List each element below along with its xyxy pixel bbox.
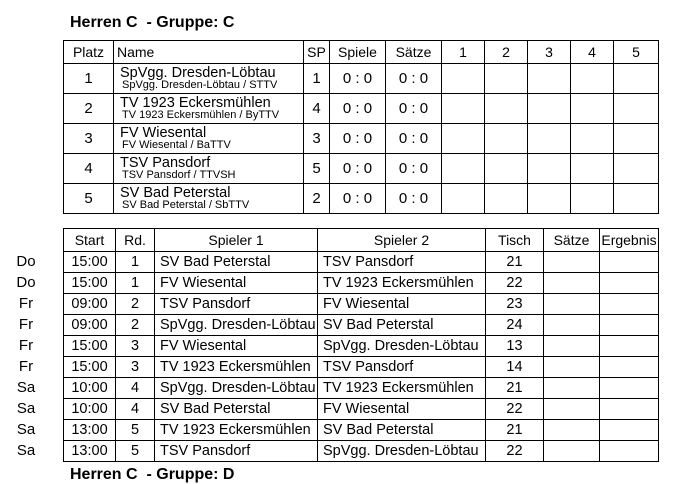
saetze-cell: 0 : 0 — [386, 154, 442, 184]
round-cell — [485, 94, 528, 124]
round-cell — [442, 154, 485, 184]
spiele-cell: 0 : 0 — [330, 64, 386, 94]
round-cell: 3 — [116, 336, 155, 357]
round-cell: 4 — [116, 378, 155, 399]
player-2-cell: TSV Pansdorf — [318, 252, 486, 273]
day-label: Sa — [16, 379, 36, 396]
saetze-cell: 0 : 0 — [386, 184, 442, 214]
result-cell — [600, 315, 659, 336]
standings-row — [64, 184, 659, 214]
platz-cell: 2 — [64, 94, 114, 124]
col-header-spieler-2: Spieler 2 — [318, 229, 486, 252]
standings-row — [64, 94, 659, 124]
player-1-cell: TV 1923 Eckersmühlen — [155, 357, 318, 378]
start-time-cell: 09:00 — [64, 294, 116, 315]
table-number-cell: 24 — [486, 315, 544, 336]
round-cell — [442, 94, 485, 124]
player-2-cell: TV 1923 Eckersmühlen — [318, 273, 486, 294]
match-row — [64, 294, 659, 315]
day-label: Sa — [16, 421, 36, 438]
round-cell — [485, 64, 528, 94]
col-header-saetze: Sätze — [386, 41, 442, 64]
player-2-cell: TSV Pansdorf — [318, 357, 486, 378]
round-cell — [528, 124, 571, 154]
start-time-cell: 15:00 — [64, 273, 116, 294]
day-label: Fr — [18, 358, 34, 375]
sets-cell — [544, 357, 600, 378]
player-1-cell: FV Wiesental — [155, 336, 318, 357]
round-cell: 4 — [116, 399, 155, 420]
player-1-cell: SpVgg. Dresden-Löbtau — [155, 378, 318, 399]
round-cell — [528, 184, 571, 214]
player-2-cell: SV Bad Peterstal — [318, 315, 486, 336]
result-cell — [600, 252, 659, 273]
day-label: Fr — [18, 316, 34, 333]
match-row — [64, 399, 659, 420]
sets-cell — [544, 441, 600, 462]
table-number-cell: 14 — [486, 357, 544, 378]
sets-cell — [544, 420, 600, 441]
round-cell: 1 — [116, 252, 155, 273]
player-2-cell: SpVgg. Dresden-Löbtau — [318, 336, 486, 357]
sets-cell — [544, 294, 600, 315]
result-cell — [600, 336, 659, 357]
team-name: SpVgg. Dresden-Löbtau — [120, 64, 276, 81]
table-number-cell: 22 — [486, 399, 544, 420]
round-cell — [528, 154, 571, 184]
platz-cell: 3 — [64, 124, 114, 154]
day-label: Do — [16, 253, 36, 270]
player-2-cell: SV Bad Peterstal — [318, 420, 486, 441]
round-cell — [614, 64, 659, 94]
day-label: Do — [16, 274, 36, 291]
sets-cell — [544, 336, 600, 357]
col-header-round: Rd. — [116, 229, 155, 252]
col-header-saetze: Sätze — [544, 229, 600, 252]
col-header-platz: Platz — [64, 41, 114, 64]
standings-header-row — [64, 41, 659, 64]
table-number-cell: 22 — [486, 273, 544, 294]
round-cell — [571, 184, 614, 214]
day-label: Sa — [16, 442, 36, 459]
round-cell — [571, 124, 614, 154]
match-row — [64, 336, 659, 357]
round-cell — [614, 184, 659, 214]
sp-cell: 3 — [304, 124, 330, 154]
start-time-cell: 09:00 — [64, 315, 116, 336]
player-2-cell: SpVgg. Dresden-Löbtau — [318, 441, 486, 462]
team-name: SV Bad Peterstal — [120, 184, 231, 201]
col-header-round-5: 5 — [614, 41, 659, 64]
group-title: Herren C - Gruppe: C — [70, 14, 235, 31]
sets-cell — [544, 252, 600, 273]
standings-row — [64, 124, 659, 154]
start-time-cell: 13:00 — [64, 420, 116, 441]
next-group-title: Herren C - Gruppe: D — [70, 466, 235, 483]
col-header-round-2: 2 — [485, 41, 528, 64]
table-number-cell: 22 — [486, 441, 544, 462]
team-cell — [114, 124, 304, 154]
player-1-cell: TSV Pansdorf — [155, 441, 318, 462]
match-row — [64, 378, 659, 399]
col-header-start: Start — [64, 229, 116, 252]
col-header-spieler-1: Spieler 1 — [155, 229, 318, 252]
round-cell — [442, 64, 485, 94]
start-time-cell: 10:00 — [64, 399, 116, 420]
match-row — [64, 273, 659, 294]
result-cell — [600, 294, 659, 315]
standings-row — [64, 64, 659, 94]
round-cell — [614, 154, 659, 184]
round-cell — [571, 94, 614, 124]
match-row — [64, 315, 659, 336]
round-cell — [485, 184, 528, 214]
round-cell — [528, 64, 571, 94]
start-time-cell: 15:00 — [64, 252, 116, 273]
saetze-cell: 0 : 0 — [386, 94, 442, 124]
round-cell — [614, 124, 659, 154]
team-cell — [114, 184, 304, 214]
day-label: Sa — [16, 400, 36, 417]
match-row — [64, 357, 659, 378]
match-row — [64, 252, 659, 273]
round-cell: 1 — [116, 273, 155, 294]
team-name: FV Wiesental — [120, 124, 207, 141]
player-2-cell: TV 1923 Eckersmühlen — [318, 378, 486, 399]
table-number-cell: 21 — [486, 420, 544, 441]
result-cell — [600, 357, 659, 378]
day-label: Fr — [18, 337, 34, 354]
table-number-cell: 13 — [486, 336, 544, 357]
result-cell — [600, 273, 659, 294]
saetze-cell: 0 : 0 — [386, 124, 442, 154]
round-cell: 5 — [116, 420, 155, 441]
spiele-cell: 0 : 0 — [330, 94, 386, 124]
round-cell — [571, 154, 614, 184]
sp-cell: 2 — [304, 184, 330, 214]
start-time-cell: 15:00 — [64, 357, 116, 378]
sp-cell: 5 — [304, 154, 330, 184]
match-row — [64, 441, 659, 462]
round-cell — [485, 154, 528, 184]
saetze-cell: 0 : 0 — [386, 64, 442, 94]
team-cell — [114, 64, 304, 94]
team-name: TSV Pansdorf — [120, 154, 211, 171]
player-1-cell: FV Wiesental — [155, 273, 318, 294]
team-association: FV Wiesental / BaTTV — [122, 139, 231, 152]
col-header-tisch: Tisch — [486, 229, 544, 252]
round-cell: 2 — [116, 315, 155, 336]
round-cell — [442, 124, 485, 154]
col-header-round-3: 3 — [528, 41, 571, 64]
start-time-cell: 15:00 — [64, 336, 116, 357]
player-1-cell: SV Bad Peterstal — [155, 252, 318, 273]
table-number-cell: 21 — [486, 252, 544, 273]
start-time-cell: 10:00 — [64, 378, 116, 399]
sets-cell — [544, 273, 600, 294]
col-header-spiele: Spiele — [330, 41, 386, 64]
standings-table — [63, 40, 659, 214]
round-cell: 2 — [116, 294, 155, 315]
round-cell: 3 — [116, 357, 155, 378]
platz-cell: 4 — [64, 154, 114, 184]
result-cell — [600, 441, 659, 462]
team-association: SpVgg. Dresden-Löbtau / STTV — [122, 79, 278, 92]
round-cell — [442, 184, 485, 214]
team-association: TSV Pansdorf / TTVSH — [122, 169, 236, 182]
sets-cell — [544, 315, 600, 336]
platz-cell: 1 — [64, 64, 114, 94]
match-row — [64, 420, 659, 441]
col-header-round-4: 4 — [571, 41, 614, 64]
start-time-cell: 13:00 — [64, 441, 116, 462]
day-label: Fr — [18, 295, 34, 312]
team-cell — [114, 94, 304, 124]
col-header-sp: SP — [304, 41, 330, 64]
player-2-cell: FV Wiesental — [318, 294, 486, 315]
team-name: TV 1923 Eckersmühlen — [120, 94, 271, 111]
standings-row — [64, 154, 659, 184]
player-2-cell: FV Wiesental — [318, 399, 486, 420]
team-association: TV 1923 Eckersmühlen / ByTTV — [122, 109, 280, 122]
col-header-name: Name — [114, 41, 304, 64]
col-header-ergebnis: Ergebnis — [600, 229, 659, 252]
spiele-cell: 0 : 0 — [330, 124, 386, 154]
round-cell — [485, 124, 528, 154]
table-number-cell: 23 — [486, 294, 544, 315]
round-cell: 5 — [116, 441, 155, 462]
player-1-cell: SpVgg. Dresden-Löbtau — [155, 315, 318, 336]
spiele-cell: 0 : 0 — [330, 154, 386, 184]
result-cell — [600, 399, 659, 420]
sets-cell — [544, 399, 600, 420]
player-1-cell: TSV Pansdorf — [155, 294, 318, 315]
spiele-cell: 0 : 0 — [330, 184, 386, 214]
table-number-cell: 21 — [486, 378, 544, 399]
round-cell — [528, 94, 571, 124]
day-column — [0, 251, 60, 461]
col-header-round-1: 1 — [442, 41, 485, 64]
sp-cell: 1 — [304, 64, 330, 94]
team-association: SV Bad Peterstal / SbTTV — [122, 199, 250, 212]
team-cell — [114, 154, 304, 184]
round-cell — [614, 94, 659, 124]
player-1-cell: SV Bad Peterstal — [155, 399, 318, 420]
result-cell — [600, 378, 659, 399]
sp-cell: 4 — [304, 94, 330, 124]
platz-cell: 5 — [64, 184, 114, 214]
result-cell — [600, 420, 659, 441]
round-cell — [571, 64, 614, 94]
player-1-cell: TV 1923 Eckersmühlen — [155, 420, 318, 441]
sets-cell — [544, 378, 600, 399]
schedule-table — [63, 228, 659, 462]
schedule-header-row — [64, 229, 659, 252]
